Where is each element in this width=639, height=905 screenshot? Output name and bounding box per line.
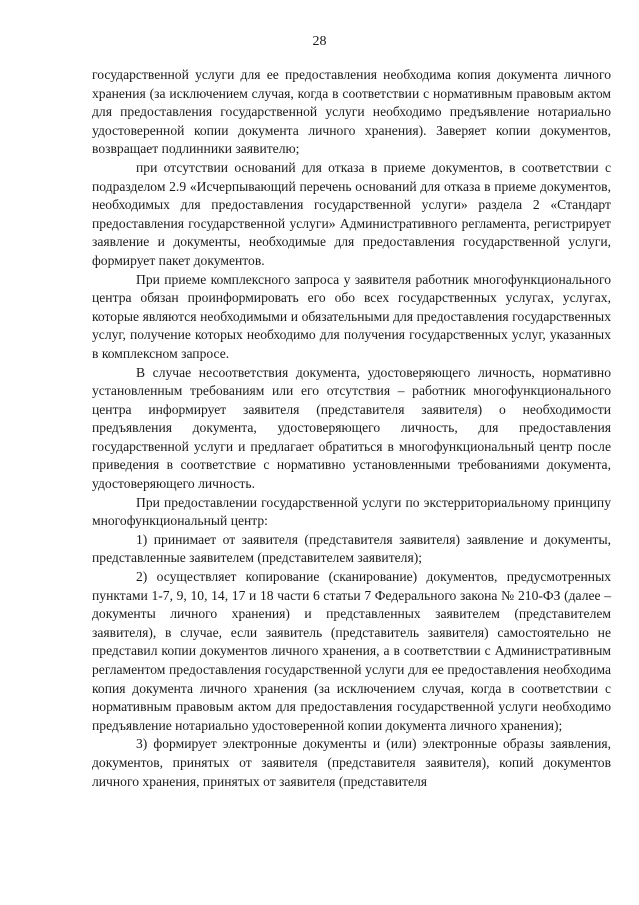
list-item-1: 1) принимает от заявителя (представителя заявителя) заявление и документы, представленные заявителем (представителем заявителя); bbox=[92, 531, 611, 566]
paragraph-extraterritorial-principle: При предоставлении государственной услуги по экстерриториальному принципу многофункциональный центр: bbox=[92, 494, 611, 529]
paragraph-complex-request: При приеме комплексного запроса у заявителя работник многофункционального центра обязан проинформировать его обо всех государственных услугах, услугах, которые являются необходимыми и обязательными для предоставления государственных услуг, получение которых необходимо для получения государственных услуг, указанных в комплексном запросе. bbox=[92, 271, 611, 361]
paragraph-no-grounds-for-refusal: при отсутствии оснований для отказа в приеме документов, в соответствии с подразделом 2.9 «Исчерпывающий перечень оснований для отказа в приеме документов, необходимых для предоставления государственной услуги» раздела 2 «Стандарт предоставления государственной услуги» Административного регламента, регистрирует заявление и документы, необходимые для предоставления государственной услуги, формирует пакет документов. bbox=[92, 159, 611, 268]
list-item-3: 3) формирует электронные документы и (или) электронные образы заявления, документов, принятых от заявителя (представителя заявителя), копий документов личного хранения, принятых от заявителя (представителя bbox=[92, 736, 611, 789]
list-item-2: 2) осуществляет копирование (сканирование) документов, предусмотренных пунктами 1-7, 9, 10, 14, 17 и 18 части 6 статьи 7 Федерального закона № 210-ФЗ (далее – документы личного хранения) и представленных заявителем (представителем заявителя), в случае, если заявитель (представитель заявителя) самостоятельно не представил копии документов личного хранения, а в соответствии с Административным регламентом предоставления государственной услуги для ее предоставления необходима копия документа личного хранения (за исключением случая, когда в соответствии с нормативным правовым актом для предоставления государственной услуги необходимо предъявление нотариально удостоверенной копии документа личного хранения); bbox=[92, 569, 611, 733]
page-body bbox=[92, 66, 611, 791]
paragraph-identity-document-mismatch: В случае несоответствия документа, удостоверяющего личность, нормативно установленным требованиям или его отсутствия – работник многофункционального центра информирует заявителя (представителя заявителя) о необходимости предъявления документа, удостоверяющего личность, для предоставления государственной услуги и предлагает обратиться в многофункциональный центр после приведения в соответствие с нормативно установленными требованиями документа, удостоверяющего личность. bbox=[92, 364, 611, 492]
page-number: 28 bbox=[312, 34, 327, 49]
paragraph-continuation: государственной услуги для ее предоставления необходима копия документа личного хранения (за исключением случая, когда в соответствии с нормативным правовым актом для предоставления государственной услуги необходимо предъявление нотариально удостоверенной копии документа личного хранения). Заверяет копии документов, возвращает подлинники заявителю; bbox=[92, 67, 611, 157]
